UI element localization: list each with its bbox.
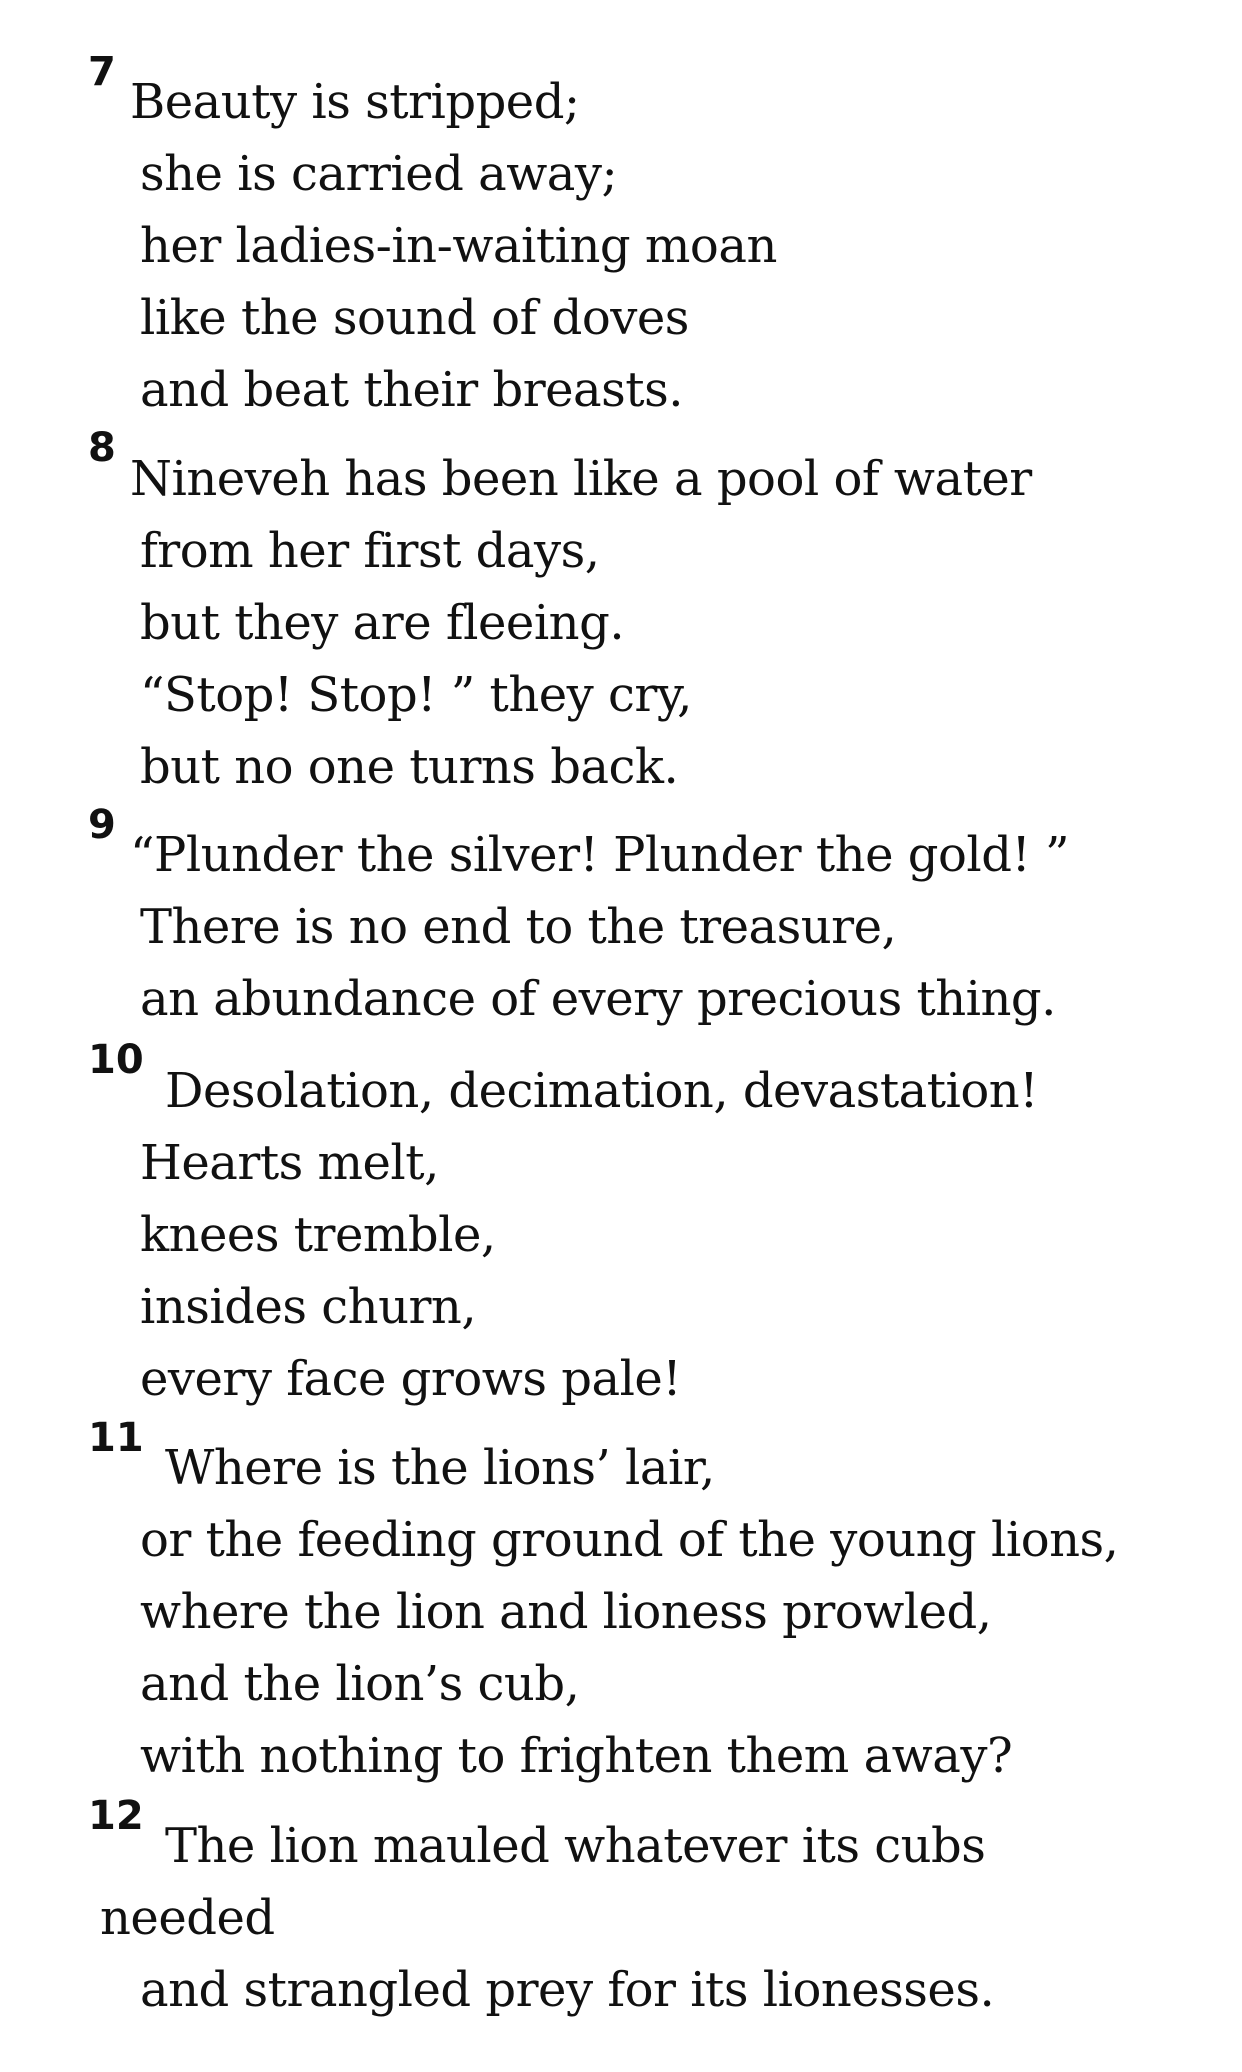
verse-line: she is carried away; [140, 146, 618, 202]
verse-line: like the sound of doves [140, 290, 689, 346]
verse-line: but they are fleeing. [140, 595, 625, 651]
verse-number: 10 [88, 1037, 144, 1083]
verse-line: “Stop! Stop! ” they cry, [140, 667, 692, 723]
verse-line: from her first days, [140, 523, 600, 579]
verse-line: insides churn, [140, 1279, 477, 1335]
verse-line: where the lion and lioness prowled, [140, 1584, 992, 1640]
verse-number: 11 [88, 1415, 144, 1461]
verse-line: Where is the lions’ lair, [165, 1440, 715, 1496]
verse-line: The lion mauled whatever its cubs [165, 1818, 986, 1874]
verse-line: and beat their breasts. [140, 362, 683, 418]
verse-line: every face grows pale! [140, 1351, 682, 1407]
verse-line: an abundance of every precious thing. [140, 971, 1056, 1027]
verse-number: 8 [88, 425, 116, 471]
verse-line: her ladies-in-waiting moan [140, 218, 777, 274]
verse-line: knees tremble, [140, 1207, 496, 1263]
verse-line: needed [100, 1890, 275, 1946]
verse-line: or the feeding ground of the young lions, [140, 1512, 1119, 1568]
verse-line: with nothing to frighten them away? [140, 1728, 1013, 1784]
verse-line: “Plunder the silver! Plunder the gold! ” [130, 827, 1070, 883]
verse-number: 9 [88, 802, 116, 848]
verse-line: Nineveh has been like a pool of water [130, 451, 1032, 507]
verse-line: and strangled prey for its lionesses. [140, 1962, 995, 2018]
verse-line: Beauty is stripped; [130, 74, 580, 130]
verse-number: 7 [88, 49, 116, 95]
verse-line: Desolation, decimation, devastation! [165, 1063, 1038, 1119]
verse-line: but no one turns back. [140, 739, 679, 795]
verse-line: There is no end to the treasure, [140, 899, 897, 955]
verse-line: Hearts melt, [140, 1135, 439, 1191]
verse-number: 12 [88, 1793, 144, 1839]
verse-line: and the lion’s cub, [140, 1656, 580, 1712]
